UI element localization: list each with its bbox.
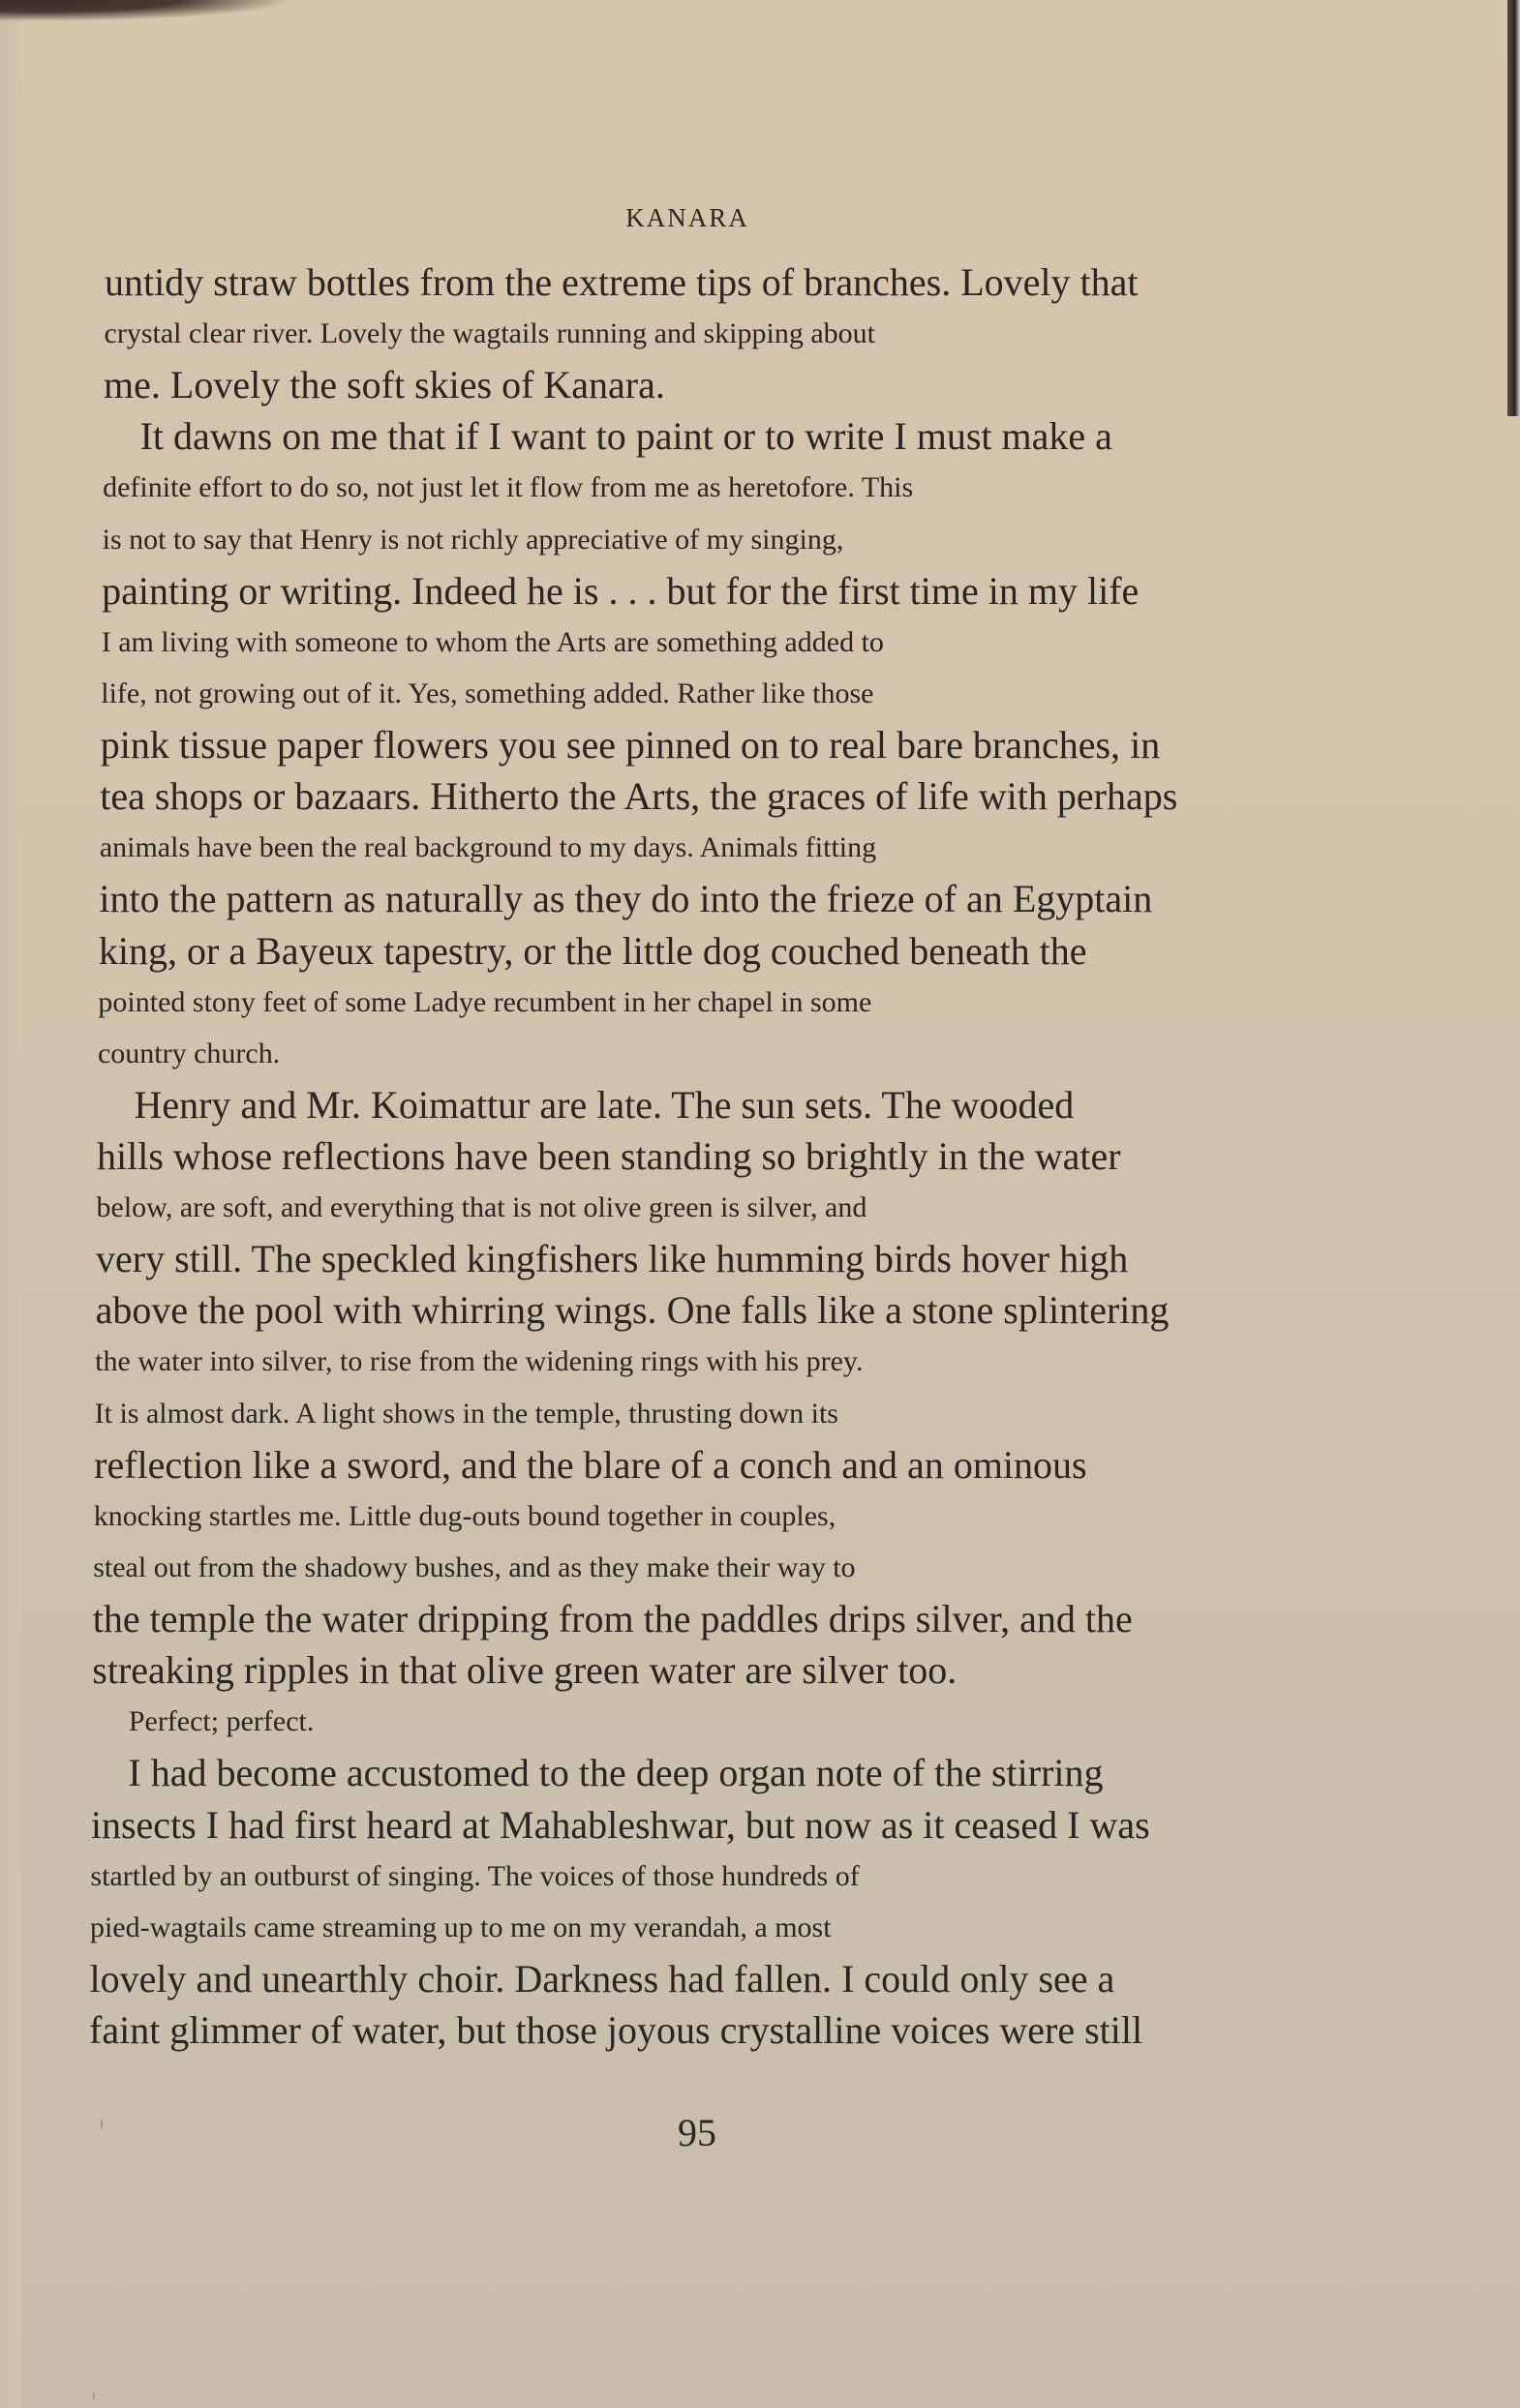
book-edge-shadow bbox=[1507, 0, 1520, 416]
text-line: crystal clear river. Lovely the wagtails running and skipping about bbox=[104, 317, 875, 350]
text-line: lovely and unearthly choir. Darkness had fallen. I could only see a bbox=[89, 1956, 1115, 2001]
text-line: me. Lovely the soft skies of Kanara. bbox=[104, 363, 665, 407]
text-line: pointed stony feet of some Ladye recumbent in her chapel in some bbox=[98, 985, 872, 1018]
text-line: country church. bbox=[97, 1037, 281, 1069]
text-line: hills whose reflections have been standing so brightly in the water bbox=[97, 1134, 1121, 1178]
page-number: 95 bbox=[678, 2111, 716, 2154]
text-line: below, are soft, and everything that is not olive green is silver, and bbox=[96, 1191, 867, 1224]
text-line: pink tissue paper flowers you see pinned on to real bare branches, in bbox=[100, 723, 1161, 768]
running-head: KANARA bbox=[625, 203, 749, 232]
text-line: insects I had first heard at Mahableshwar, but now as it ceased I was bbox=[90, 1802, 1150, 1847]
text-line: startled by an outburst of singing. The voices of those hundreds of bbox=[90, 1859, 860, 1892]
text-line: is not to say that Henry is not richly appreciative of my singing, bbox=[102, 523, 844, 556]
text-line: Henry and Mr. Koimattur are late. The sun sets. The wooded bbox=[134, 1082, 1075, 1127]
text-line: painting or writing. Indeed he is . . . but for the first time in my life bbox=[102, 568, 1140, 613]
text-line: into the pattern as naturally as they do into the frieze of an Egyptain bbox=[99, 877, 1153, 921]
text-line: untidy straw bottles from the extreme tips of branches. Lovely that bbox=[105, 260, 1139, 304]
text-line: steal out from the shadowy bushes, and as they make their way to bbox=[93, 1550, 856, 1583]
text-line: I am living with someone to whom the Arts are something added to bbox=[101, 625, 884, 658]
text-line: It is almost dark. A light shows in the temple, thrusting down its bbox=[94, 1397, 838, 1430]
text-line: king, or a Bayeux tapestry, or the little dog couched beneath the bbox=[98, 928, 1087, 973]
text-line: above the pool with whirring wings. One falls like a stone splintering bbox=[95, 1288, 1170, 1333]
text-line: life, not growing out of it. Yes, something added. Rather like those bbox=[101, 677, 874, 709]
text-line: pied-wagtails came streaming up to me on my verandah, a most bbox=[89, 1911, 832, 1943]
text-line: streaking ripples in that olive green water are silver too. bbox=[92, 1648, 958, 1693]
text-line: the temple the water dripping from the paddles drips silver, and the bbox=[92, 1597, 1133, 1641]
thumb-shadow bbox=[0, 0, 407, 21]
text-line: reflection like a sword, and the blare of a conch and an ominous bbox=[94, 1442, 1087, 1487]
text-line: It dawns on me that if I want to paint or to write I must make a bbox=[139, 414, 1112, 459]
paper-speck bbox=[93, 2393, 95, 2399]
text-line: faint glimmer of water, but those joyous crystalline voices were still bbox=[89, 2008, 1143, 2052]
paper-speck bbox=[101, 2120, 103, 2128]
text-line: I had become accustomed to the deep organ note of the stirring bbox=[128, 1751, 1104, 1795]
text-line: tea shops or bazaars. Hitherto the Arts, the graces of life with perhaps bbox=[100, 774, 1178, 819]
text-line: definite effort to do so, not just let it flow from me as heretofore. This bbox=[103, 471, 914, 504]
text-line: Perfect; perfect. bbox=[128, 1705, 315, 1738]
text-line: knocking startles me. Little dug-outs bound together in couples, bbox=[93, 1499, 836, 1532]
text-line: very still. The speckled kingfishers like humming birds hover high bbox=[96, 1237, 1129, 1281]
text-line: animals have been the real background to my days. Animals fitting bbox=[99, 831, 877, 864]
page-left-edge bbox=[0, 0, 21, 2408]
text-line: the water into silver, to rise from the widening rings with his prey. bbox=[95, 1345, 864, 1378]
